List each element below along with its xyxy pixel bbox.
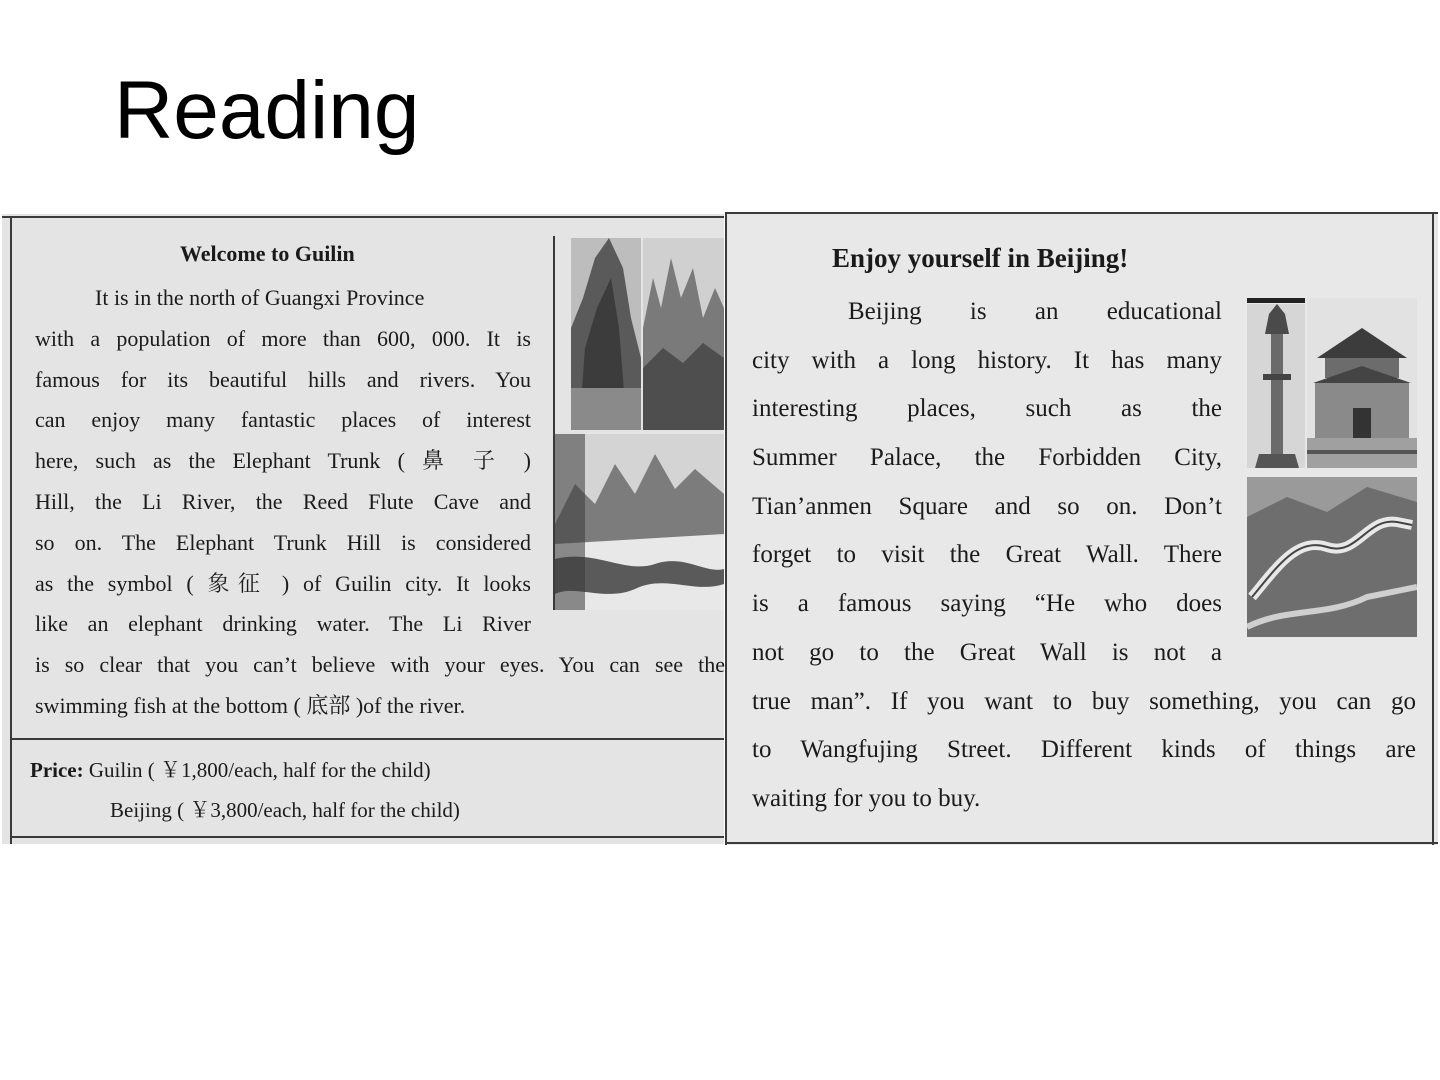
guilin-li-river-photo bbox=[555, 434, 724, 610]
text-line: is a famous saying “He who does bbox=[752, 590, 1222, 618]
guilin-karst-cliff-photo bbox=[571, 238, 641, 430]
text-line: forget to visit the Great Wall. There bbox=[752, 541, 1222, 569]
text-line: Beijing is an educational bbox=[848, 298, 1222, 325]
frame-left-line bbox=[10, 218, 12, 844]
text-line: Hill, the Li River, the Reed Flute Cave and bbox=[35, 488, 531, 514]
text-line: true man”. If you want to buy something, you can go bbox=[752, 687, 1416, 715]
text-line: swimming fish at the bottom ( 底部 )of the river. bbox=[35, 692, 466, 718]
huabiao-column-photo bbox=[1247, 304, 1305, 468]
price-info bbox=[30, 750, 460, 830]
guilin-article-scan bbox=[2, 214, 724, 844]
slide-title: Reading bbox=[114, 65, 420, 156]
text-line: to Wangfujing Street. Different kinds of things are bbox=[752, 736, 1416, 764]
frame-left-line bbox=[725, 212, 727, 845]
text-line: as the symbol ( 象征 ) of Guilin city. It looks bbox=[35, 570, 531, 596]
text-line: so on. The Elephant Trunk Hill is considered bbox=[35, 529, 531, 555]
text-line: city with a long history. It has many bbox=[752, 346, 1222, 374]
text-line: like an elephant drinking water. The Li River bbox=[35, 611, 531, 637]
text-line: It is in the north of Guangxi Province bbox=[95, 285, 425, 310]
text-line: Summer Palace, the Forbidden City, bbox=[752, 444, 1222, 472]
frame-bottom-line bbox=[725, 842, 1438, 844]
price-label: Price: bbox=[30, 758, 84, 782]
beijing-article-scan bbox=[725, 212, 1438, 845]
price-guilin: Guilin ( ￥1,800/each, half for the child) bbox=[88, 758, 431, 782]
frame-right-line bbox=[1432, 212, 1434, 845]
frame-top-line bbox=[725, 212, 1438, 214]
text-line: with a population of more than 600, 000. It is bbox=[35, 325, 531, 351]
text-line: is so clear that you can’t believe with your eyes. You can see the bbox=[35, 652, 725, 678]
tiananmen-gate-photo bbox=[1307, 298, 1417, 468]
guilin-body-text bbox=[35, 278, 725, 727]
text-line: Tian’anmen Square and so on. Don’t bbox=[752, 492, 1222, 520]
text-line: interesting places, such as the bbox=[752, 395, 1222, 423]
text-line: can enjoy many fantastic places of interest bbox=[35, 407, 531, 433]
text-line: here, such as the Elephant Trunk ( 鼻 子 ) bbox=[35, 448, 531, 474]
guilin-peaks-photo bbox=[643, 238, 724, 430]
text-line: waiting for you to buy. bbox=[752, 784, 981, 812]
price-beijing: Beijing ( ￥3,800/each, half for the child) bbox=[110, 798, 460, 822]
photo-top-bar bbox=[1247, 298, 1305, 303]
frame-top-line bbox=[2, 216, 724, 218]
text-line: famous for its beautiful hills and rivers. You bbox=[35, 366, 531, 392]
frame-bottom-line bbox=[10, 836, 724, 838]
great-wall-photo bbox=[1247, 477, 1417, 637]
guilin-heading: Welcome to Guilin bbox=[180, 241, 355, 266]
beijing-heading: Enjoy yourself in Beijing! bbox=[832, 243, 1129, 273]
price-divider-line bbox=[10, 738, 724, 740]
beijing-body-text bbox=[752, 288, 1416, 824]
text-line: not go to the Great Wall is not a bbox=[752, 638, 1222, 666]
